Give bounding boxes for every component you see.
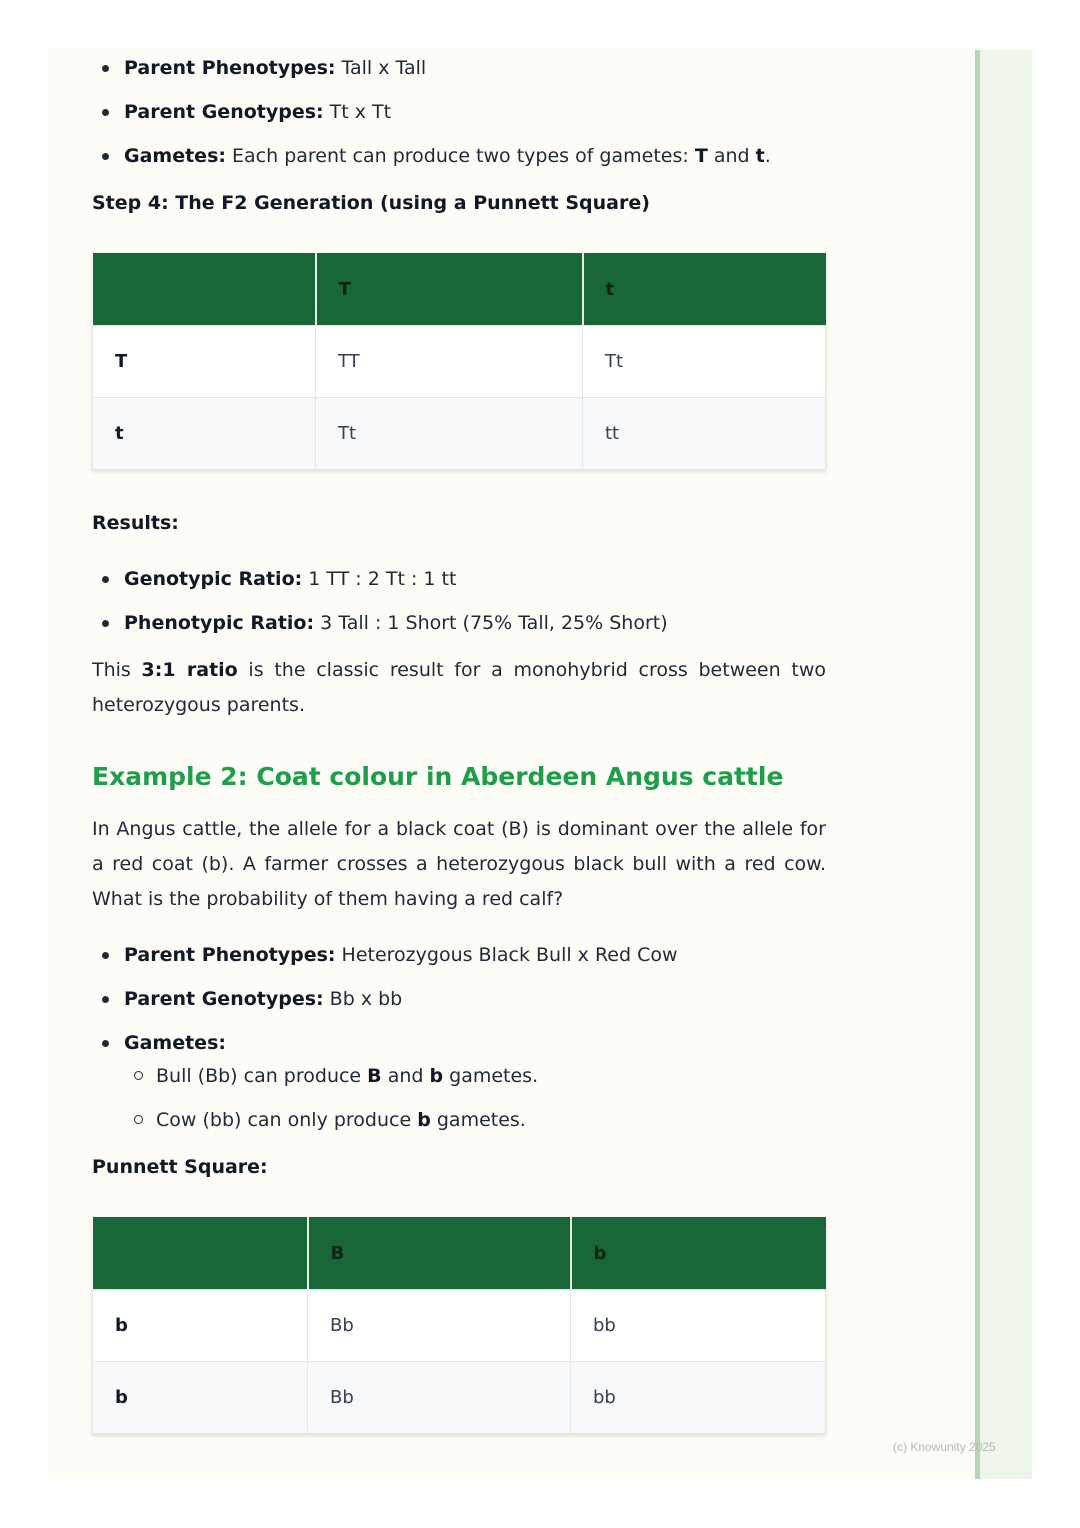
example2-details-list [92,938,826,1138]
results-list [92,562,826,641]
punnett-square-table-2 [92,1217,826,1434]
list-item: Genotypic Ratio: 1 TT : 2 Tt : 1 tt [124,562,826,597]
example2-heading: Example 2: Coat colour in Aberdeen Angus cattle [92,762,784,791]
table-header-cell: B [308,1217,571,1290]
document-content [92,48,826,1434]
cross-details-list [92,51,826,174]
table-cell: t [93,398,316,470]
list-item: Parent Genotypes: Bb x bb [124,982,826,1017]
gametes-sublist [124,1059,826,1138]
example2-intro: In Angus cattle, the allele for a black coat (B) is dominant over the allele for a red coat (b). A farmer crosses a heterozygous black bull with a red cow. What is the probability of them having a red calf? [92,818,826,910]
copyright-footer: (c) Knowunity 2025 [893,1440,996,1454]
list-item: Gametes: Bull (Bb) can produce B and b gametes. Cow (bb) can only produce b gametes. [124,1026,826,1138]
table-header-cell [93,1217,308,1290]
table-cell: T [93,326,316,398]
list-item: Parent Phenotypes: Tall x Tall [124,51,826,86]
table-header-cell: b [571,1217,826,1290]
list-item: Gametes: Each parent can produce two types of gametes: T and t. [124,139,826,174]
table-cell: bb [571,1362,826,1434]
table-cell: tt [583,398,826,470]
table-cell: Bb [308,1290,571,1362]
table-header-cell [93,253,316,326]
list-item: Parent Genotypes: Tt x Tt [124,95,826,130]
table-cell: b [93,1290,308,1362]
ratio-paragraph: This 3:1 ratio is the classic result for a monohybrid cross between two heterozygous parents. [92,659,826,716]
table-row [93,326,826,398]
table-row [93,398,826,470]
table-cell: bb [571,1290,826,1362]
list-item: Parent Phenotypes: Heterozygous Black Bull x Red Cow [124,938,826,973]
table-header-cell: t [583,253,826,326]
table-header-cell: T [316,253,583,326]
right-margin-bar [975,50,1032,1479]
table-cell: Bb [308,1362,571,1434]
table-cell: b [93,1362,308,1434]
list-item: Bull (Bb) can produce B and b gametes. [156,1059,826,1094]
table-header-row [93,1217,826,1290]
results-heading: Results: [92,512,179,534]
table-cell: Tt [583,326,826,398]
step4-heading: Step 4: The F2 Generation (using a Punnett Square) [92,192,650,214]
punnett-square-table-1 [92,253,826,470]
table-cell: Tt [316,398,583,470]
table-cell: TT [316,326,583,398]
list-item: Cow (bb) can only produce b gametes. [156,1103,826,1138]
table-header-row [93,253,826,326]
list-item: Phenotypic Ratio: 3 Tall : 1 Short (75% Tall, 25% Short) [124,606,826,641]
table-row [93,1362,826,1434]
table-row [93,1290,826,1362]
punnett-square-heading: Punnett Square: [92,1156,268,1178]
